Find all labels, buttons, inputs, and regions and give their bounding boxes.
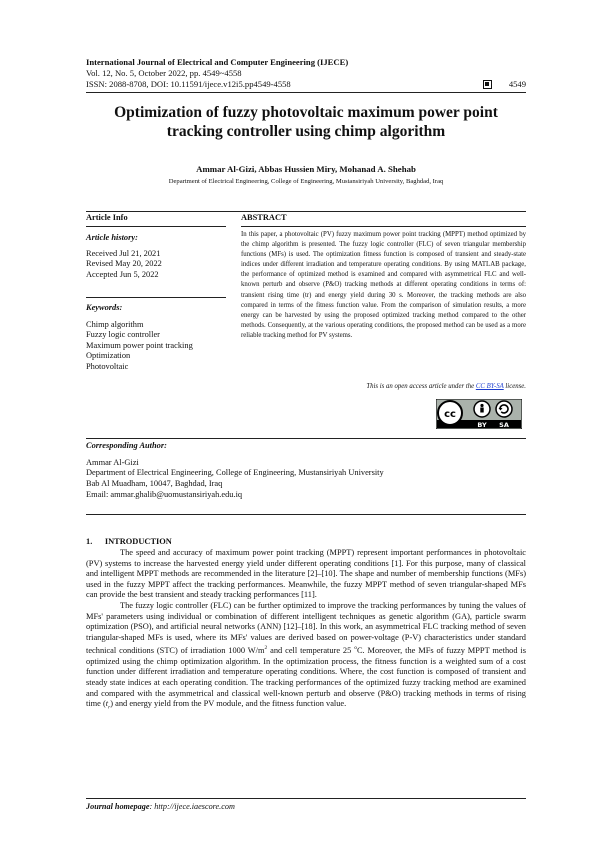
p2-tr: t [105, 699, 109, 709]
corresponding-email: Email: ammar.ghalib@uomustansiriyah.edu.iq [86, 489, 243, 499]
article-info-rule [86, 226, 226, 227]
issn-doi: ISSN: 2088-8708, DOI: 10.11591/ijece.v12i5.pp4549-4558 [86, 78, 291, 89]
running-header [86, 57, 526, 89]
abstract-heading: ABSTRACT [241, 213, 287, 222]
keyword-item: Optimization [86, 351, 131, 361]
issn-row [86, 79, 526, 90]
footer-rule [86, 798, 526, 799]
keyword-item: Maximum power point tracking [86, 340, 193, 350]
history-revised: Revised May 20, 2022 [86, 259, 162, 269]
p2-part-d: ) and energy yield from the PV module, and the fitness function value. [110, 699, 347, 709]
badge-by: BY [477, 421, 487, 429]
p2-part-c: C. Moreover, the MFs of fuzzy MPPT method is optimized using the chimp optimization algorithm. In the optimization process, the fitness function is a weighted sum of a cost function under different irradiation and temperature operating conditions. Where, the cost function is composed of transient and steady state indices at each operating condition. The tracking performances of the optimized fuzzy tracking method are examined and compared with the asymmetrical and classical well-known perturb and observe (P&O) tracking methods in terms of rising time ( [86, 646, 526, 709]
section-heading: 1. INTRODUCTION [86, 537, 172, 546]
volume-info: Vol. 12, No. 5, October 2022, pp. 4549~4558 [86, 67, 242, 78]
journal-name: International Journal of Electrical and Computer Engineering (IJECE) [86, 57, 349, 67]
header-rule [86, 92, 526, 93]
intro-body [86, 548, 526, 713]
top-rule [86, 211, 526, 212]
homepage-url[interactable]: : http://ijece.iaescore.com [149, 802, 235, 811]
article-history [86, 233, 226, 280]
oa-suffix: license. [503, 383, 526, 390]
homepage-label: Journal homepage [86, 802, 150, 811]
keyword-item: Photovoltaic [86, 361, 129, 371]
history-received: Received Jul 21, 2021 [86, 248, 161, 258]
license-link[interactable]: CC BY-SA [475, 383, 504, 390]
oa-prefix: This is an open access article under the [366, 383, 476, 390]
intro-paragraph-2 [86, 601, 526, 713]
corresponding-dept: Department of Electrical Engineering, College of Engineering, Mustansiriyah University [86, 468, 384, 478]
article-info-heading: Article Info [86, 213, 128, 222]
abstract-rule [241, 226, 526, 227]
open-access-note [241, 383, 526, 390]
intro-paragraph-1: The speed and accuracy of maximum power point tracking (MPPT) represent important performances in photovoltaic (PV) systems to increase the harvested energy yield under different operating conditions [1]. For this purpose, many of classical and intelligent MPPT methods are recommended in the literature [2]–[10]. The shape and number of membership functions (MFs) used in the fuzzy MPPT affect the tracking performances. Meanwhile, the fuzzy MPPT method of seven triangular-shaped MFs can provide the best transient and steady tracking performances [11]. [86, 548, 526, 600]
svg-text:cc: cc [444, 409, 456, 420]
corresponding-name: Ammar Al-Gizi [86, 457, 139, 467]
abstract-text: In this paper, a photovoltaic (PV) fuzzy maximum power point tracking (MPPT) method optimized by the chimp algorithm is presented. The fuzzy logic controller (FLC) of seven triangular membership functions (MFs) is used. The optimization fitness function is composed of transient and steady-state indices under different irradiation and temperature operating conditions. By using MATLAB package, the performance of optimized method is examined and compared with asymmetrical FLC and well-known perturb and observe (P&O) tracking methods at different operating conditions in terms of: transient rising time (tr) and energy yield during 30 s. Moreover, the tracking methods are also compared in terms of the fitness function value. From the comparison of simulation results, a more energy can be harvested by using the proposed optimized tracking method compared to the other methods. Consequently, at the various operating conditions, the proposed method can be used as a more reliable tracking method for PV systems. [241, 231, 526, 339]
keyword-item: Chimp algorithm [86, 319, 144, 329]
square-icon [483, 80, 492, 89]
keywords-label: Keywords: [86, 303, 123, 312]
keywords-rule [86, 297, 226, 298]
corresponding-label: Corresponding Author: [86, 441, 167, 450]
bottom-section-rule [86, 514, 526, 515]
corresponding-author-block [86, 441, 526, 501]
badge-sa: SA [499, 421, 509, 429]
p2-tr-sub: r [108, 704, 111, 711]
paper-title: Optimization of fuzzy photovoltaic maximum power point tracking controller using chimp algorithm [114, 104, 498, 140]
keyword-item: Fuzzy logic controller [86, 330, 160, 340]
p2-part-b: and cell temperature 25 [267, 646, 355, 656]
affiliation: Department of Electrical Engineering, College of Engineering, Mustansiriyah University, Baghdad, Iraq [168, 178, 444, 185]
cc-by-sa-badge[interactable] [436, 399, 522, 429]
share-alike-icon [496, 401, 512, 417]
corresponding-address: Bab Al Muadham, 10047, Baghdad, Iraq [86, 479, 223, 489]
authors: Ammar Al-Gizi, Abbas Hussien Miry, Mohanad A. Shehab [196, 164, 416, 174]
keywords-block [86, 303, 226, 373]
page-number: 4549 [508, 78, 526, 89]
journal-homepage [86, 802, 235, 811]
corresponding-rule [86, 438, 526, 439]
p2-part-a: The fuzzy logic controller (FLC) can be further optimized to improve the tracking performances by tuning the values of MFs' parameters using individual or combination of different intelligent techniques as genetic algorithm (GA), particle swarm optimization (PSO), and artificial neural networks (ANN) [12]–[18]. In this work, an asymmetrical FLC tracking method of seven triangular-shaped MFs is used, where its MFs' values are derived based on power-voltage (P-V) characteristics under standard technical conditions (STC) of irradiation 1000 W/m [86, 600, 526, 656]
p2-sup-1: 2 [264, 645, 268, 652]
history-label: Article history: [86, 233, 138, 242]
p2-sup-2: o [354, 645, 357, 652]
history-accepted: Accepted Jun 5, 2022 [86, 269, 159, 279]
